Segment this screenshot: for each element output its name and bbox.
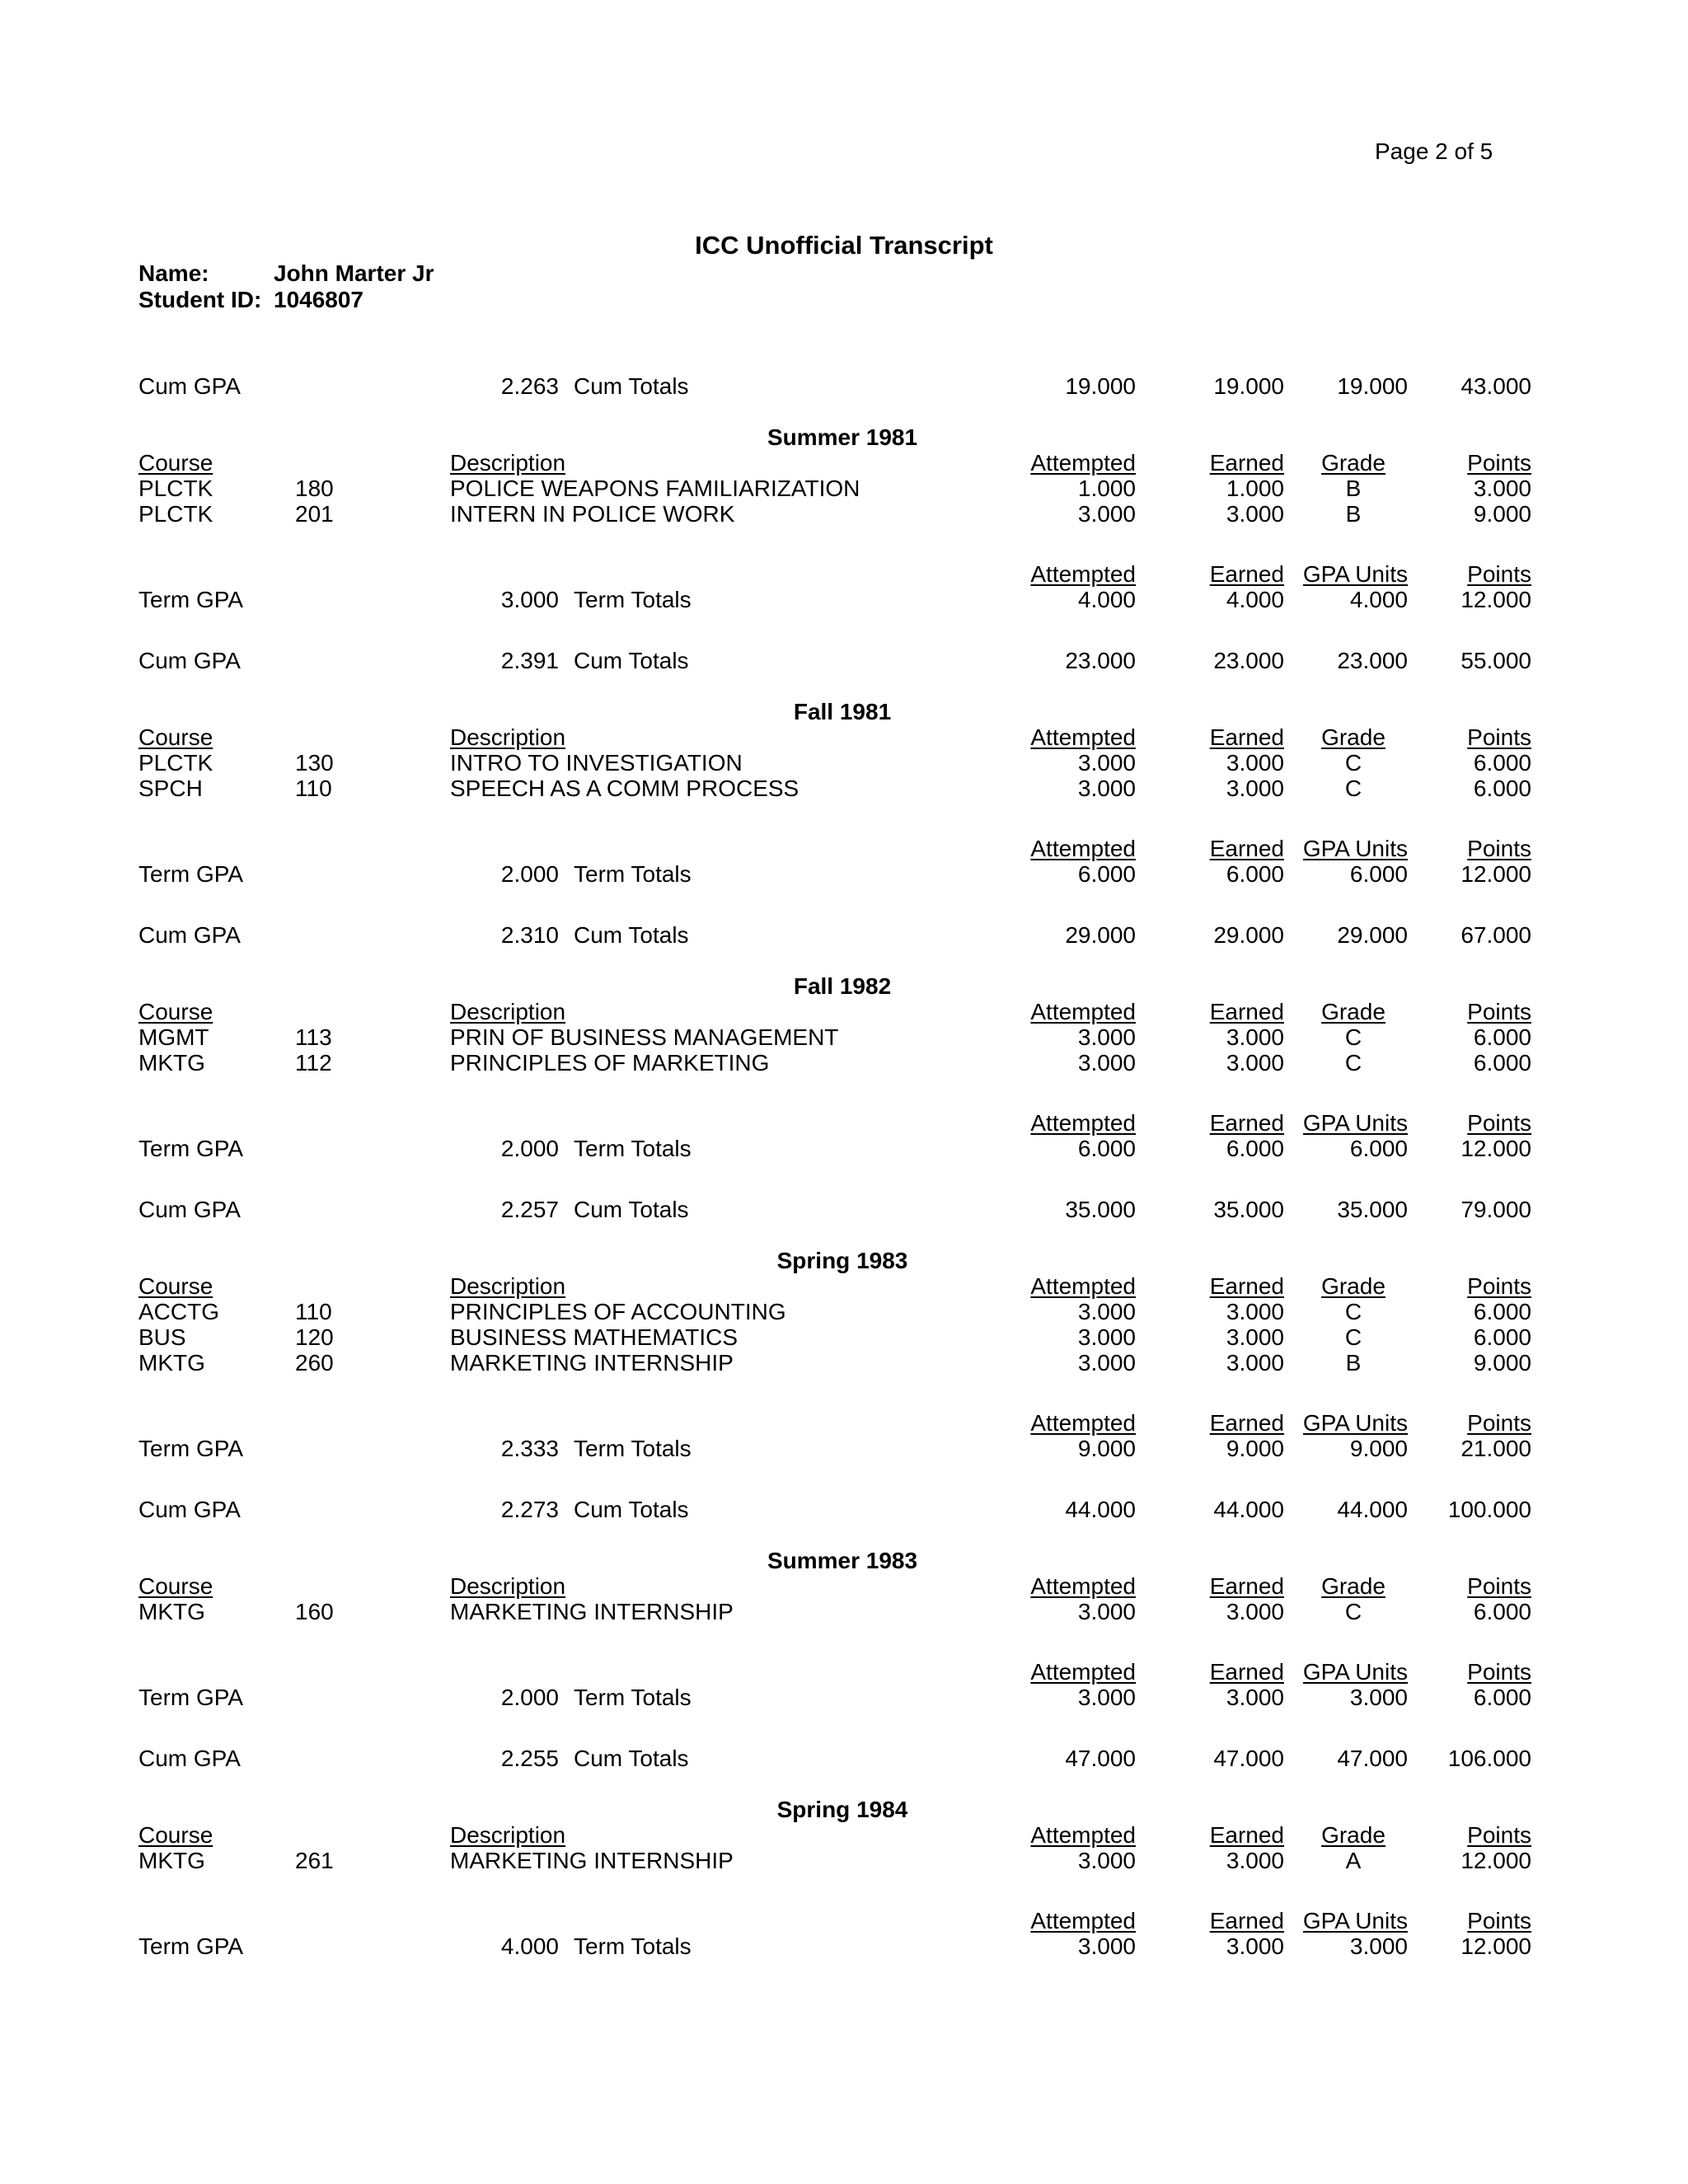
term-gpa-units: 3.000 (1349, 1933, 1408, 1959)
term-gpa-label: Term GPA (138, 1436, 244, 1461)
page-title: ICC Unofficial Transcript (695, 231, 993, 260)
course-attempted: 3.000 (1077, 501, 1136, 527)
totals-header-attempted: Attempted (1030, 1110, 1136, 1136)
course-number: 112 (295, 1050, 332, 1076)
term-gpa-label: Term GPA (138, 1933, 244, 1959)
col-header-points: Points (1467, 1273, 1531, 1299)
term-gpa-units: 3.000 (1349, 1685, 1408, 1710)
col-header-attempted: Attempted (1030, 999, 1136, 1024)
col-header-points: Points (1467, 999, 1531, 1024)
course-points: 6.000 (1473, 1299, 1531, 1324)
term-gpa-label: Term GPA (138, 1136, 244, 1161)
course-subject: SPCH (138, 776, 203, 801)
term-gpa-value: 2.000 (500, 861, 559, 887)
term-totals-label: Term Totals (574, 1436, 692, 1461)
course-attempted: 3.000 (1077, 1024, 1136, 1050)
cum-gpa-value: 2.263 (500, 373, 559, 399)
col-header-description: Description (450, 450, 566, 476)
cum-attempted: 29.000 (1065, 922, 1136, 948)
col-header-description: Description (450, 1573, 566, 1599)
term-gpa-units: 9.000 (1349, 1436, 1408, 1461)
course-points: 12.000 (1461, 1848, 1531, 1873)
course-subject: PLCTK (138, 476, 213, 501)
col-header-course: Course (138, 1273, 213, 1299)
totals-header-attempted: Attempted (1030, 1410, 1136, 1436)
term-points: 12.000 (1461, 587, 1531, 612)
course-grade: B (1345, 501, 1362, 527)
course-points: 9.000 (1473, 1350, 1531, 1376)
course-earned: 3.000 (1226, 501, 1284, 527)
course-number: 180 (295, 476, 334, 501)
term-heading: Summer 1983 (767, 1548, 918, 1573)
course-description: PRINCIPLES OF ACCOUNTING (450, 1299, 786, 1324)
col-header-grade: Grade (1321, 999, 1386, 1024)
term-attempted: 9.000 (1077, 1436, 1136, 1461)
term-heading: Spring 1984 (776, 1797, 908, 1822)
cum-attempted: 47.000 (1065, 1746, 1136, 1771)
term-earned: 6.000 (1226, 861, 1284, 887)
course-earned: 3.000 (1226, 1350, 1284, 1376)
cum-earned: 19.000 (1213, 373, 1284, 399)
name-label: Name: (138, 260, 209, 286)
course-attempted: 3.000 (1077, 1848, 1136, 1873)
col-header-points: Points (1467, 724, 1531, 750)
col-header-earned: Earned (1209, 724, 1284, 750)
cum-gpa-units: 44.000 (1337, 1497, 1408, 1522)
totals-header-gpa-units: GPA Units (1302, 1110, 1408, 1136)
course-earned: 1.000 (1226, 476, 1284, 501)
cum-gpa-units: 29.000 (1337, 922, 1408, 948)
course-description: BUSINESS MATHEMATICS (450, 1324, 738, 1350)
totals-header-earned: Earned (1209, 1908, 1284, 1933)
course-description: POLICE WEAPONS FAMILIARIZATION (450, 476, 860, 501)
term-gpa-units: 6.000 (1349, 1136, 1408, 1161)
term-gpa-value: 2.000 (500, 1685, 559, 1710)
course-description: PRINCIPLES OF MARKETING (450, 1050, 770, 1076)
course-grade: C (1344, 776, 1362, 801)
course-subject: MKTG (138, 1350, 205, 1376)
term-gpa-label: Term GPA (138, 587, 244, 612)
term-points: 12.000 (1461, 861, 1531, 887)
cum-gpa-label: Cum GPA (138, 1497, 241, 1522)
course-number: 201 (295, 501, 334, 527)
totals-header-earned: Earned (1209, 1659, 1284, 1685)
term-earned: 4.000 (1226, 587, 1284, 612)
col-header-earned: Earned (1209, 1273, 1284, 1299)
cum-earned: 23.000 (1213, 648, 1284, 673)
course-number: 110 (295, 1299, 332, 1324)
cum-totals-label: Cum Totals (574, 1197, 689, 1222)
course-subject: MGMT (138, 1024, 209, 1050)
term-gpa-value: 4.000 (500, 1933, 559, 1959)
student-name: John Marter Jr (274, 260, 434, 286)
cum-totals-label: Cum Totals (574, 1746, 689, 1771)
cum-totals-label: Cum Totals (574, 922, 689, 948)
col-header-earned: Earned (1209, 1573, 1284, 1599)
course-attempted: 3.000 (1077, 776, 1136, 801)
col-header-points: Points (1467, 1573, 1531, 1599)
cum-gpa-units: 47.000 (1337, 1746, 1408, 1771)
student-id-label: Student ID: (138, 287, 262, 312)
page-number: Page 2 of 5 (1375, 138, 1493, 164)
course-points: 6.000 (1473, 1024, 1531, 1050)
cum-gpa-value: 2.257 (500, 1197, 559, 1222)
totals-header-attempted: Attempted (1030, 1908, 1136, 1933)
cum-gpa-units: 19.000 (1337, 373, 1408, 399)
cum-attempted: 23.000 (1065, 648, 1136, 673)
cum-totals-label: Cum Totals (574, 648, 689, 673)
course-grade: B (1345, 1350, 1362, 1376)
course-grade: B (1345, 476, 1362, 501)
col-header-grade: Grade (1321, 724, 1386, 750)
term-points: 6.000 (1473, 1685, 1531, 1710)
student-id: 1046807 (274, 287, 364, 312)
term-attempted: 3.000 (1077, 1933, 1136, 1959)
col-header-course: Course (138, 724, 213, 750)
cum-gpa-value: 2.273 (500, 1497, 559, 1522)
col-header-course: Course (138, 1822, 213, 1848)
course-points: 6.000 (1473, 1324, 1531, 1350)
course-attempted: 3.000 (1077, 1050, 1136, 1076)
course-number: 260 (295, 1350, 334, 1376)
term-attempted: 4.000 (1077, 587, 1136, 612)
term-heading: Summer 1981 (767, 424, 918, 450)
term-earned: 3.000 (1226, 1933, 1284, 1959)
cum-earned: 29.000 (1213, 922, 1284, 948)
term-earned: 3.000 (1226, 1685, 1284, 1710)
course-attempted: 3.000 (1077, 1350, 1136, 1376)
term-points: 12.000 (1461, 1136, 1531, 1161)
col-header-course: Course (138, 450, 213, 476)
cum-points: 55.000 (1461, 648, 1531, 673)
term-totals-label: Term Totals (574, 1136, 692, 1161)
cum-gpa-units: 23.000 (1337, 648, 1408, 673)
course-number: 130 (295, 750, 334, 776)
term-totals-label: Term Totals (574, 1685, 692, 1710)
term-gpa-label: Term GPA (138, 861, 244, 887)
totals-header-points: Points (1467, 1410, 1531, 1436)
cum-earned: 35.000 (1213, 1197, 1284, 1222)
col-header-grade: Grade (1321, 1273, 1386, 1299)
course-earned: 3.000 (1226, 1024, 1284, 1050)
course-subject: PLCTK (138, 501, 213, 527)
course-subject: MKTG (138, 1848, 205, 1873)
course-points: 6.000 (1473, 1050, 1531, 1076)
term-totals-label: Term Totals (574, 861, 692, 887)
term-heading: Spring 1983 (776, 1248, 908, 1273)
term-points: 12.000 (1461, 1933, 1531, 1959)
course-grade: C (1344, 1299, 1362, 1324)
course-points: 6.000 (1473, 750, 1531, 776)
course-grade: C (1344, 750, 1362, 776)
course-subject: ACCTG (138, 1299, 219, 1324)
course-earned: 3.000 (1226, 776, 1284, 801)
col-header-description: Description (450, 1273, 566, 1299)
totals-header-gpa-units: GPA Units (1302, 1908, 1408, 1933)
course-points: 3.000 (1473, 476, 1531, 501)
col-header-points: Points (1467, 1822, 1531, 1848)
totals-header-earned: Earned (1209, 1410, 1284, 1436)
col-header-attempted: Attempted (1030, 1573, 1136, 1599)
totals-header-points: Points (1467, 836, 1531, 861)
course-attempted: 1.000 (1077, 476, 1136, 501)
term-gpa-label: Term GPA (138, 1685, 244, 1710)
totals-header-points: Points (1467, 1659, 1531, 1685)
col-header-points: Points (1467, 450, 1531, 476)
course-description: MARKETING INTERNSHIP (450, 1599, 734, 1624)
course-attempted: 3.000 (1077, 1324, 1136, 1350)
cum-points: 100.000 (1447, 1497, 1531, 1522)
cum-attempted: 19.000 (1065, 373, 1136, 399)
totals-header-earned: Earned (1209, 1110, 1284, 1136)
col-header-attempted: Attempted (1030, 724, 1136, 750)
col-header-attempted: Attempted (1030, 450, 1136, 476)
col-header-grade: Grade (1321, 450, 1386, 476)
col-header-grade: Grade (1321, 1573, 1386, 1599)
term-gpa-units: 6.000 (1349, 861, 1408, 887)
course-grade: C (1344, 1050, 1362, 1076)
term-earned: 9.000 (1226, 1436, 1284, 1461)
totals-header-points: Points (1467, 1908, 1531, 1933)
col-header-course: Course (138, 1573, 213, 1599)
cum-attempted: 35.000 (1065, 1197, 1136, 1222)
course-grade: A (1345, 1848, 1362, 1873)
course-number: 261 (295, 1848, 334, 1873)
col-header-description: Description (450, 1822, 566, 1848)
totals-header-gpa-units: GPA Units (1302, 1659, 1408, 1685)
cum-totals-label: Cum Totals (574, 373, 689, 399)
term-gpa-value: 2.000 (500, 1136, 559, 1161)
course-attempted: 3.000 (1077, 1299, 1136, 1324)
totals-header-points: Points (1467, 1110, 1531, 1136)
cum-gpa-label: Cum GPA (138, 1746, 241, 1771)
cum-gpa-label: Cum GPA (138, 922, 241, 948)
term-attempted: 6.000 (1077, 861, 1136, 887)
course-subject: BUS (138, 1324, 186, 1350)
course-grade: C (1344, 1024, 1362, 1050)
term-points: 21.000 (1461, 1436, 1531, 1461)
cum-gpa-label: Cum GPA (138, 648, 241, 673)
course-description: INTRO TO INVESTIGATION (450, 750, 743, 776)
cum-earned: 44.000 (1213, 1497, 1284, 1522)
col-header-earned: Earned (1209, 450, 1284, 476)
col-header-grade: Grade (1321, 1822, 1386, 1848)
col-header-attempted: Attempted (1030, 1273, 1136, 1299)
course-number: 120 (295, 1324, 334, 1350)
totals-header-earned: Earned (1209, 836, 1284, 861)
course-description: PRIN OF BUSINESS MANAGEMENT (450, 1024, 839, 1050)
cum-gpa-value: 2.391 (500, 648, 559, 673)
course-subject: PLCTK (138, 750, 213, 776)
col-header-course: Course (138, 999, 213, 1024)
course-description: SPEECH AS A COMM PROCESS (450, 776, 799, 801)
cum-points: 106.000 (1447, 1746, 1531, 1771)
term-attempted: 3.000 (1077, 1685, 1136, 1710)
term-heading: Fall 1981 (793, 699, 892, 724)
course-description: MARKETING INTERNSHIP (450, 1848, 734, 1873)
course-description: MARKETING INTERNSHIP (450, 1350, 734, 1376)
cum-attempted: 44.000 (1065, 1497, 1136, 1522)
course-points: 9.000 (1473, 501, 1531, 527)
cum-points: 67.000 (1461, 922, 1531, 948)
course-earned: 3.000 (1226, 1599, 1284, 1624)
cum-earned: 47.000 (1213, 1746, 1284, 1771)
cum-gpa-label: Cum GPA (138, 1197, 241, 1222)
col-header-earned: Earned (1209, 1822, 1284, 1848)
col-header-description: Description (450, 724, 566, 750)
term-gpa-units: 4.000 (1349, 587, 1408, 612)
course-attempted: 3.000 (1077, 1599, 1136, 1624)
col-header-description: Description (450, 999, 566, 1024)
term-earned: 6.000 (1226, 1136, 1284, 1161)
col-header-attempted: Attempted (1030, 1822, 1136, 1848)
totals-header-gpa-units: GPA Units (1302, 836, 1408, 861)
course-earned: 3.000 (1226, 1299, 1284, 1324)
cum-gpa-value: 2.255 (500, 1746, 559, 1771)
totals-header-gpa-units: GPA Units (1302, 1410, 1408, 1436)
term-totals-label: Term Totals (574, 1933, 692, 1959)
course-earned: 3.000 (1226, 1324, 1284, 1350)
course-earned: 3.000 (1226, 1050, 1284, 1076)
course-subject: MKTG (138, 1599, 205, 1624)
course-grade: C (1344, 1599, 1362, 1624)
totals-header-attempted: Attempted (1030, 561, 1136, 587)
course-number: 110 (295, 776, 332, 801)
totals-header-earned: Earned (1209, 561, 1284, 587)
totals-header-gpa-units: GPA Units (1302, 561, 1408, 587)
term-gpa-value: 3.000 (500, 587, 559, 612)
totals-header-attempted: Attempted (1030, 1659, 1136, 1685)
cum-gpa-units: 35.000 (1337, 1197, 1408, 1222)
course-points: 6.000 (1473, 776, 1531, 801)
course-attempted: 3.000 (1077, 750, 1136, 776)
course-subject: MKTG (138, 1050, 205, 1076)
totals-header-points: Points (1467, 561, 1531, 587)
course-earned: 3.000 (1226, 750, 1284, 776)
course-number: 160 (295, 1599, 334, 1624)
course-description: INTERN IN POLICE WORK (450, 501, 735, 527)
cum-gpa-label: Cum GPA (138, 373, 241, 399)
course-earned: 3.000 (1226, 1848, 1284, 1873)
cum-points: 79.000 (1461, 1197, 1531, 1222)
term-gpa-value: 2.333 (500, 1436, 559, 1461)
cum-gpa-value: 2.310 (500, 922, 559, 948)
totals-header-attempted: Attempted (1030, 836, 1136, 861)
course-number: 113 (295, 1024, 332, 1050)
term-totals-label: Term Totals (574, 587, 692, 612)
course-grade: C (1344, 1324, 1362, 1350)
course-points: 6.000 (1473, 1599, 1531, 1624)
cum-totals-label: Cum Totals (574, 1497, 689, 1522)
term-heading: Fall 1982 (793, 973, 892, 999)
cum-points: 43.000 (1461, 373, 1531, 399)
col-header-earned: Earned (1209, 999, 1284, 1024)
term-attempted: 6.000 (1077, 1136, 1136, 1161)
